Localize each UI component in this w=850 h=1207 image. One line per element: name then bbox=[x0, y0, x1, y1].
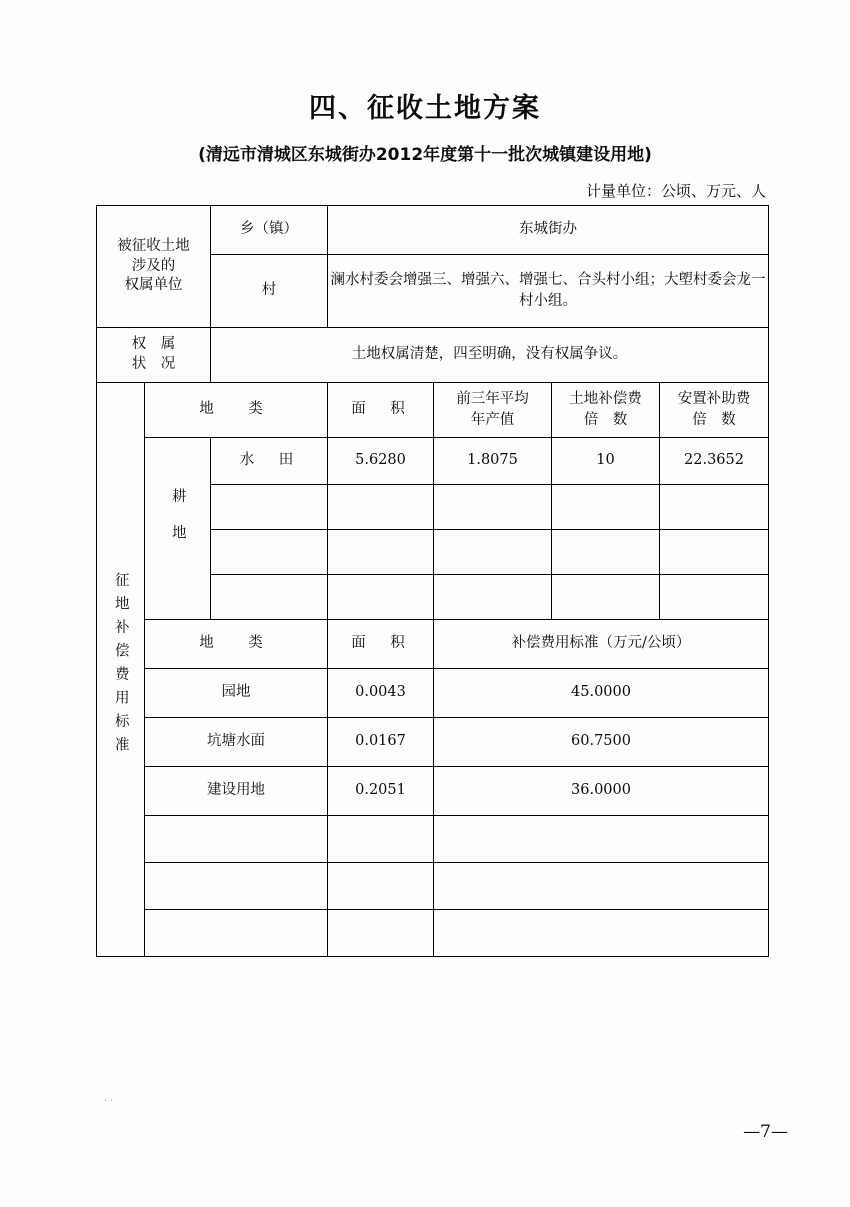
row-area: 5.6280 bbox=[328, 438, 434, 485]
township-value-cell: 东城街办 bbox=[328, 206, 769, 255]
row2-area bbox=[328, 863, 434, 910]
header2-land-type: 地 类 bbox=[145, 620, 328, 669]
header2-standard: 补偿费用标准（万元/公顷） bbox=[434, 620, 769, 669]
page-number: —7— bbox=[743, 1122, 788, 1142]
table-row-standard-2 bbox=[97, 718, 769, 767]
row2-land-type: 建设用地 bbox=[145, 767, 328, 816]
table-row-standard-4 bbox=[97, 816, 769, 863]
ownership-units-label-line1: 被征收土地 bbox=[117, 238, 190, 255]
table-row-ownership-status bbox=[97, 328, 769, 383]
compensation-side-label: 征地补偿费用标准 bbox=[112, 571, 129, 760]
row-resettlement-multiple bbox=[660, 575, 769, 620]
ownership-status-label-line2: 状 况 bbox=[131, 356, 176, 372]
village-label-cell: 村 bbox=[211, 255, 328, 328]
row2-land-type: 坑塘水面 bbox=[145, 718, 328, 767]
header-annual-yield-line1: 前三年平均 bbox=[456, 390, 529, 407]
row-area bbox=[328, 575, 434, 620]
row2-area: 0.2051 bbox=[328, 767, 434, 816]
row2-standard bbox=[434, 910, 769, 957]
row-area bbox=[328, 485, 434, 530]
header-land-comp-multiple-line1: 土地补偿费 bbox=[569, 390, 642, 407]
table-row-standard-header bbox=[97, 620, 769, 669]
village-value-cell: 澜水村委会增强三、增强六、增强七、合头村小组；大塱村委会龙一村小组。 bbox=[328, 255, 769, 328]
row-resettlement-multiple: 22.3652 bbox=[660, 438, 769, 485]
scan-artifact-dots: ·· bbox=[104, 1096, 117, 1107]
row2-land-type bbox=[145, 863, 328, 910]
table-row-standard-3 bbox=[97, 767, 769, 816]
table-row-standard-1 bbox=[97, 669, 769, 718]
row-land-type bbox=[211, 485, 328, 530]
row2-area bbox=[328, 816, 434, 863]
header-annual-yield-line2: 年产值 bbox=[470, 412, 515, 428]
row-area bbox=[328, 530, 434, 575]
header2-area: 面 积 bbox=[328, 620, 434, 669]
header-resettlement-multiple bbox=[660, 383, 769, 438]
header-annual-yield bbox=[434, 383, 552, 438]
ownership-status-label-line1: 权 属 bbox=[131, 336, 176, 353]
row-land-comp-multiple bbox=[552, 485, 660, 530]
row-land-comp-multiple: 10 bbox=[552, 438, 660, 485]
row2-standard bbox=[434, 816, 769, 863]
header-land-type: 地 类 bbox=[145, 383, 328, 438]
row-land-comp-multiple bbox=[552, 575, 660, 620]
row-annual-yield bbox=[434, 530, 552, 575]
ownership-units-label-line3: 权属单位 bbox=[124, 277, 183, 294]
row2-standard: 60.7500 bbox=[434, 718, 769, 767]
row-annual-yield bbox=[434, 575, 552, 620]
ownership-status-value-cell: 土地权属清楚，四至明确，没有权属争议。 bbox=[211, 328, 769, 383]
row2-land-type bbox=[145, 910, 328, 957]
row-land-type: 水 田 bbox=[211, 438, 328, 485]
header-land-comp-multiple bbox=[552, 383, 660, 438]
compensation-side-label-cell bbox=[97, 383, 145, 957]
row2-standard bbox=[434, 863, 769, 910]
table-row-farmland-1 bbox=[97, 438, 769, 485]
header-resettlement-multiple-line2: 倍 数 bbox=[692, 412, 736, 428]
table-row-township bbox=[97, 206, 769, 255]
row-annual-yield: 1.8075 bbox=[434, 438, 552, 485]
row2-standard: 45.0000 bbox=[434, 669, 769, 718]
table-row-standard-6 bbox=[97, 910, 769, 957]
land-acquisition-table-wrapper bbox=[96, 205, 768, 957]
row-land-type bbox=[211, 530, 328, 575]
farmland-label: 耕地 bbox=[169, 488, 186, 562]
header-resettlement-multiple-line1: 安置补助费 bbox=[677, 390, 751, 407]
header-land-comp-multiple-line2: 倍 数 bbox=[583, 412, 628, 428]
ownership-status-label-cell bbox=[97, 328, 211, 383]
table-row-compensation-header bbox=[97, 383, 769, 438]
row2-area: 0.0043 bbox=[328, 669, 434, 718]
page-title: 四、征收土地方案 bbox=[309, 93, 541, 124]
row-annual-yield bbox=[434, 485, 552, 530]
ownership-units-label-line2: 涉及的 bbox=[131, 257, 176, 274]
header-area: 面 积 bbox=[328, 383, 434, 438]
row2-land-type: 园地 bbox=[145, 669, 328, 718]
ownership-units-label-cell bbox=[97, 206, 211, 328]
page-subtitle: (清远市清城区东城街办2012年度第十一批次城镇建设用地) bbox=[198, 145, 652, 165]
row-land-comp-multiple bbox=[552, 530, 660, 575]
row-land-type bbox=[211, 575, 328, 620]
row2-area bbox=[328, 910, 434, 957]
row2-land-type bbox=[145, 816, 328, 863]
row-resettlement-multiple bbox=[660, 530, 769, 575]
township-label-cell: 乡（镇） bbox=[211, 206, 328, 255]
table-row-standard-5 bbox=[97, 863, 769, 910]
row-resettlement-multiple bbox=[660, 485, 769, 530]
land-acquisition-table bbox=[96, 205, 769, 957]
row2-area: 0.0167 bbox=[328, 718, 434, 767]
measurement-unit-note: 计量单位：公顷、万元、人 bbox=[585, 182, 766, 200]
farmland-label-cell bbox=[145, 438, 211, 620]
row2-standard: 36.0000 bbox=[434, 767, 769, 816]
